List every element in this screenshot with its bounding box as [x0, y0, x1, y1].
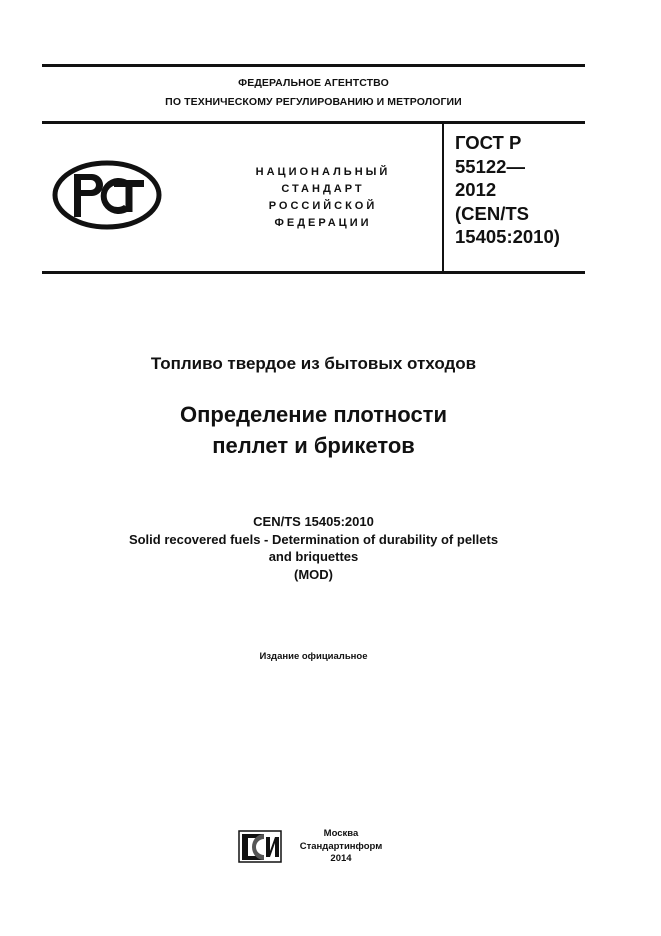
standard-type-line2: СТАНДАРТ: [281, 183, 365, 195]
publisher-year: 2014: [330, 853, 352, 864]
standard-type-line1: НАЦИОНАЛЬНЫЙ: [255, 166, 391, 178]
title-line2: пеллет и брикетов: [212, 433, 415, 458]
document-title: [42, 399, 585, 461]
reference-title-line1: Solid recovered fuels - Determination of durability of pellets: [128, 531, 499, 547]
reference-standard: [42, 513, 585, 583]
publisher-info: [291, 828, 391, 866]
reference-code: CEN/TS 15405:2010: [253, 514, 374, 529]
document-subtitle: Топливо твердое из бытовых отходов: [150, 354, 477, 373]
agency-name-line1: ФЕДЕРАЛЬНОЕ АГЕНТСТВО: [238, 77, 389, 89]
designation-line1: ГОСТ Р: [455, 132, 522, 153]
agency-name-line2: ПО ТЕХНИЧЕСКОМУ РЕГУЛИРОВАНИЮ И МЕТРОЛОГИИ: [165, 96, 462, 108]
designation-line4: (CEN/TS: [455, 202, 529, 224]
standard-type-line3: РОССИЙСКОЙ: [268, 200, 378, 212]
standard-type-line4: ФЕДЕРАЦИИ: [274, 217, 372, 229]
header-bottom-divider: [42, 271, 585, 274]
publisher-city: Москва: [323, 828, 359, 839]
designation-divider: [442, 124, 444, 271]
reference-modification: (MOD): [294, 566, 333, 582]
publisher-name: Стандартинформ: [299, 840, 383, 852]
standard-designation: [455, 131, 583, 249]
header-divider: [42, 121, 585, 124]
standartinform-logo-icon: [238, 830, 282, 863]
standard-type: [238, 164, 408, 232]
title-line1: Определение плотности: [180, 402, 447, 427]
designation-line5: 15405:2010): [455, 226, 560, 247]
designation-line2: 55122—: [455, 155, 525, 177]
edition-label: Издание официальное: [259, 651, 368, 662]
rst-certification-logo-icon: [52, 160, 162, 230]
reference-title-line2: and briquettes: [268, 549, 359, 564]
top-divider: [42, 64, 585, 67]
designation-line3: 2012: [455, 179, 497, 200]
